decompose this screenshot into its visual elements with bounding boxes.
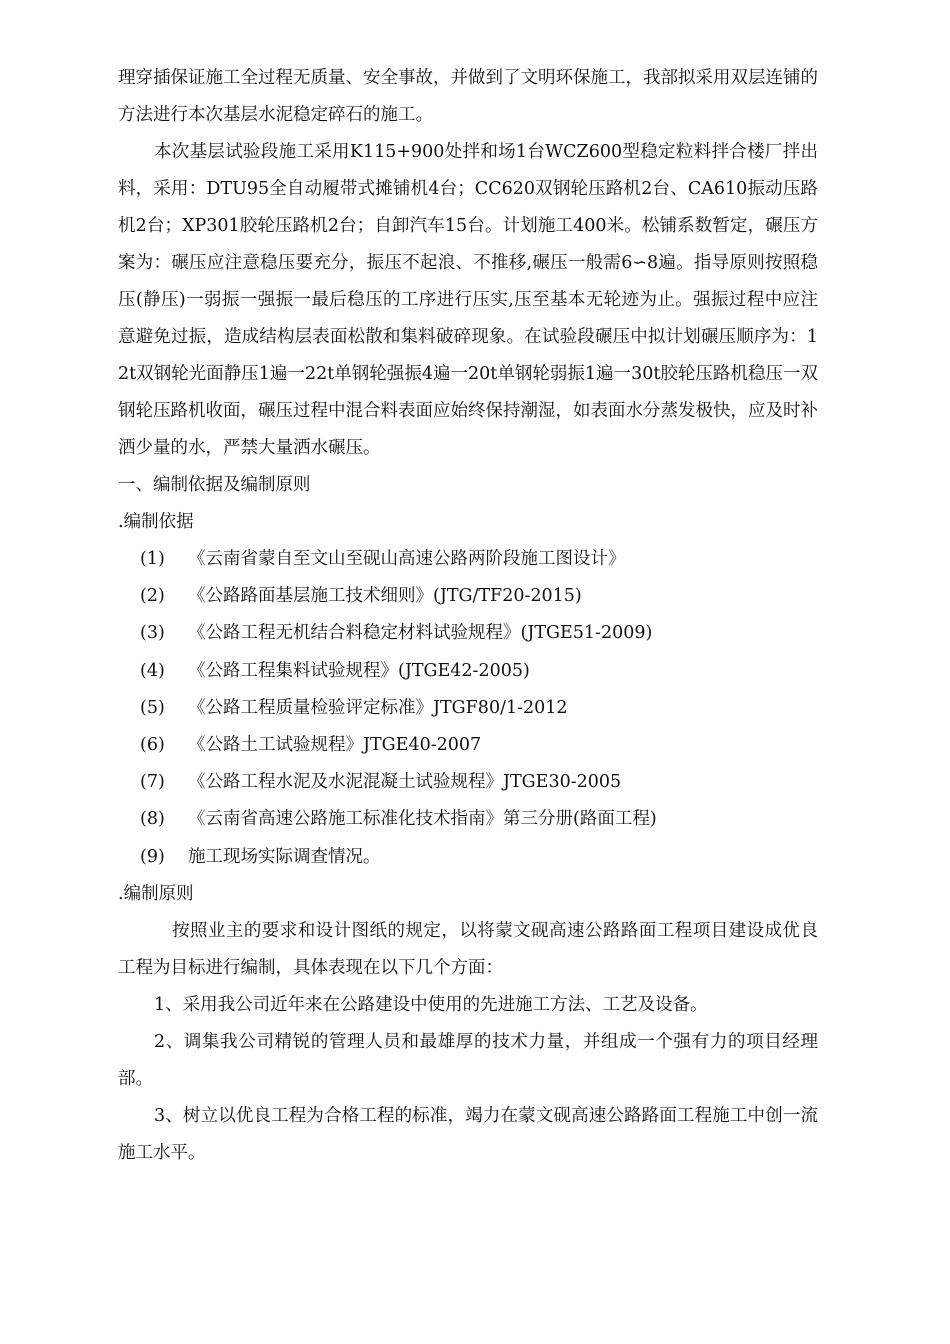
paragraph-trial-section: 本次基层试验段施工采用K115+900处拌和场1台WCZ600型稳定粒料拌合楼厂拌出料，采用：DTU95全自动履带式摊铺机4台；CC620双钢轮压路机2台、CA610振动压路机2台；XP301胶轮压路机2台；自卸汽车15台。计划施工400米。松铺系数暂定，碾压方案为：碾压应注意稳压要充分，振压不起浪、不推移,碾压一般需6∽8遍。指导原则按照稳压(静压)一弱振一强振一最后稳压的工序进行压实,压至基本无轮迹为止。强振过程中应注意避免过振，造成结构层表面松散和集料破碎现象。在试验段碾压中拟计划碾压顺序为：12t双钢轮光面静压1遍一22t单钢轮强振4遍一20t单钢轮弱振1遍一30t胶轮压路机稳压一双钢轮压路机收面，碾压过程中混合料表面应始终保持潮湿，如表面水分蒸发极快，应及时补洒少量的水，严禁大量洒水碾压。 <box>118 142 818 458</box>
principle-item: 1、采用我公司近年来在公路建设中使用的先进施工方法、工艺及设备。 <box>154 994 708 1015</box>
basis-item-number: (6) <box>140 735 165 756</box>
basis-item-number: (1) <box>140 549 165 569</box>
basis-item-text: 《云南省高速公路施工标准化技术指南》第三分册(路面工程) <box>188 809 657 830</box>
section-heading: 一、编制依据及编制原则 <box>118 475 311 495</box>
basis-item-text: 《云南省蒙自至文山至砚山高速公路两阶段施工图设计》 <box>188 549 626 569</box>
basis-item <box>140 541 818 578</box>
basis-item-text: 施工现场实际调查情况。 <box>188 846 381 867</box>
basis-item-number: (5) <box>140 697 165 718</box>
basis-item-text: 《公路工程水泥及水泥混凝土试验规程》JTGE30-2005 <box>188 772 622 793</box>
basis-item <box>140 653 818 690</box>
basis-item-text: 《公路工程无机结合料稳定材料试验规程》(JTGE51-2009) <box>188 623 653 644</box>
basis-item <box>140 578 818 615</box>
principle-item: 3、树立以优良工程为合格工程的标准，竭力在蒙文砚高速公路路面工程施工中创一流施工水平。 <box>118 1105 818 1163</box>
basis-item-text: 《公路工程质量检验评定标准》JTGF80/1-2012 <box>188 697 568 718</box>
basis-item-text: 《公路土工试验规程》JTGE40-2007 <box>188 735 482 756</box>
principle-title: .编制原则 <box>118 883 194 904</box>
basis-item-text: 《公路工程集料试验规程》(JTGE42-2005) <box>188 660 530 681</box>
basis-item <box>140 615 818 652</box>
basis-item <box>140 727 818 764</box>
basis-item-number: (2) <box>140 586 165 607</box>
basis-item-number: (9) <box>140 846 165 867</box>
basis-item-number: (8) <box>140 809 165 830</box>
basis-item <box>140 839 818 876</box>
basis-item-number: (3) <box>140 623 165 644</box>
basis-item-number: (7) <box>140 772 165 793</box>
principle-intro: 按照业主的要求和设计图纸的规定，以将蒙文砚高速公路路面工程项目建设成优良工程为目标进行编制，具体表现在以下几个方面： <box>118 920 818 978</box>
basis-item <box>140 801 818 838</box>
basis-item <box>140 764 818 801</box>
basis-item-text: 《公路路面基层施工技术细则》(JTG/TF20-2015) <box>188 586 582 607</box>
basis-title: .编制依据 <box>118 512 194 532</box>
document-page <box>118 60 818 1172</box>
basis-item-number: (4) <box>140 660 165 681</box>
paragraph-construction-method: 理穿插保证施工全过程无质量、安全事故，并做到了文明环保施工，我部拟采用双层连铺的方法进行本次基层水泥稳定碎石的施工。 <box>118 68 818 125</box>
basis-item <box>140 690 818 727</box>
basis-list <box>118 541 818 876</box>
principle-item: 2、调集我公司精锐的管理人员和最雄厚的技术力量，并组成一个强有力的项目经理部。 <box>118 1031 818 1089</box>
